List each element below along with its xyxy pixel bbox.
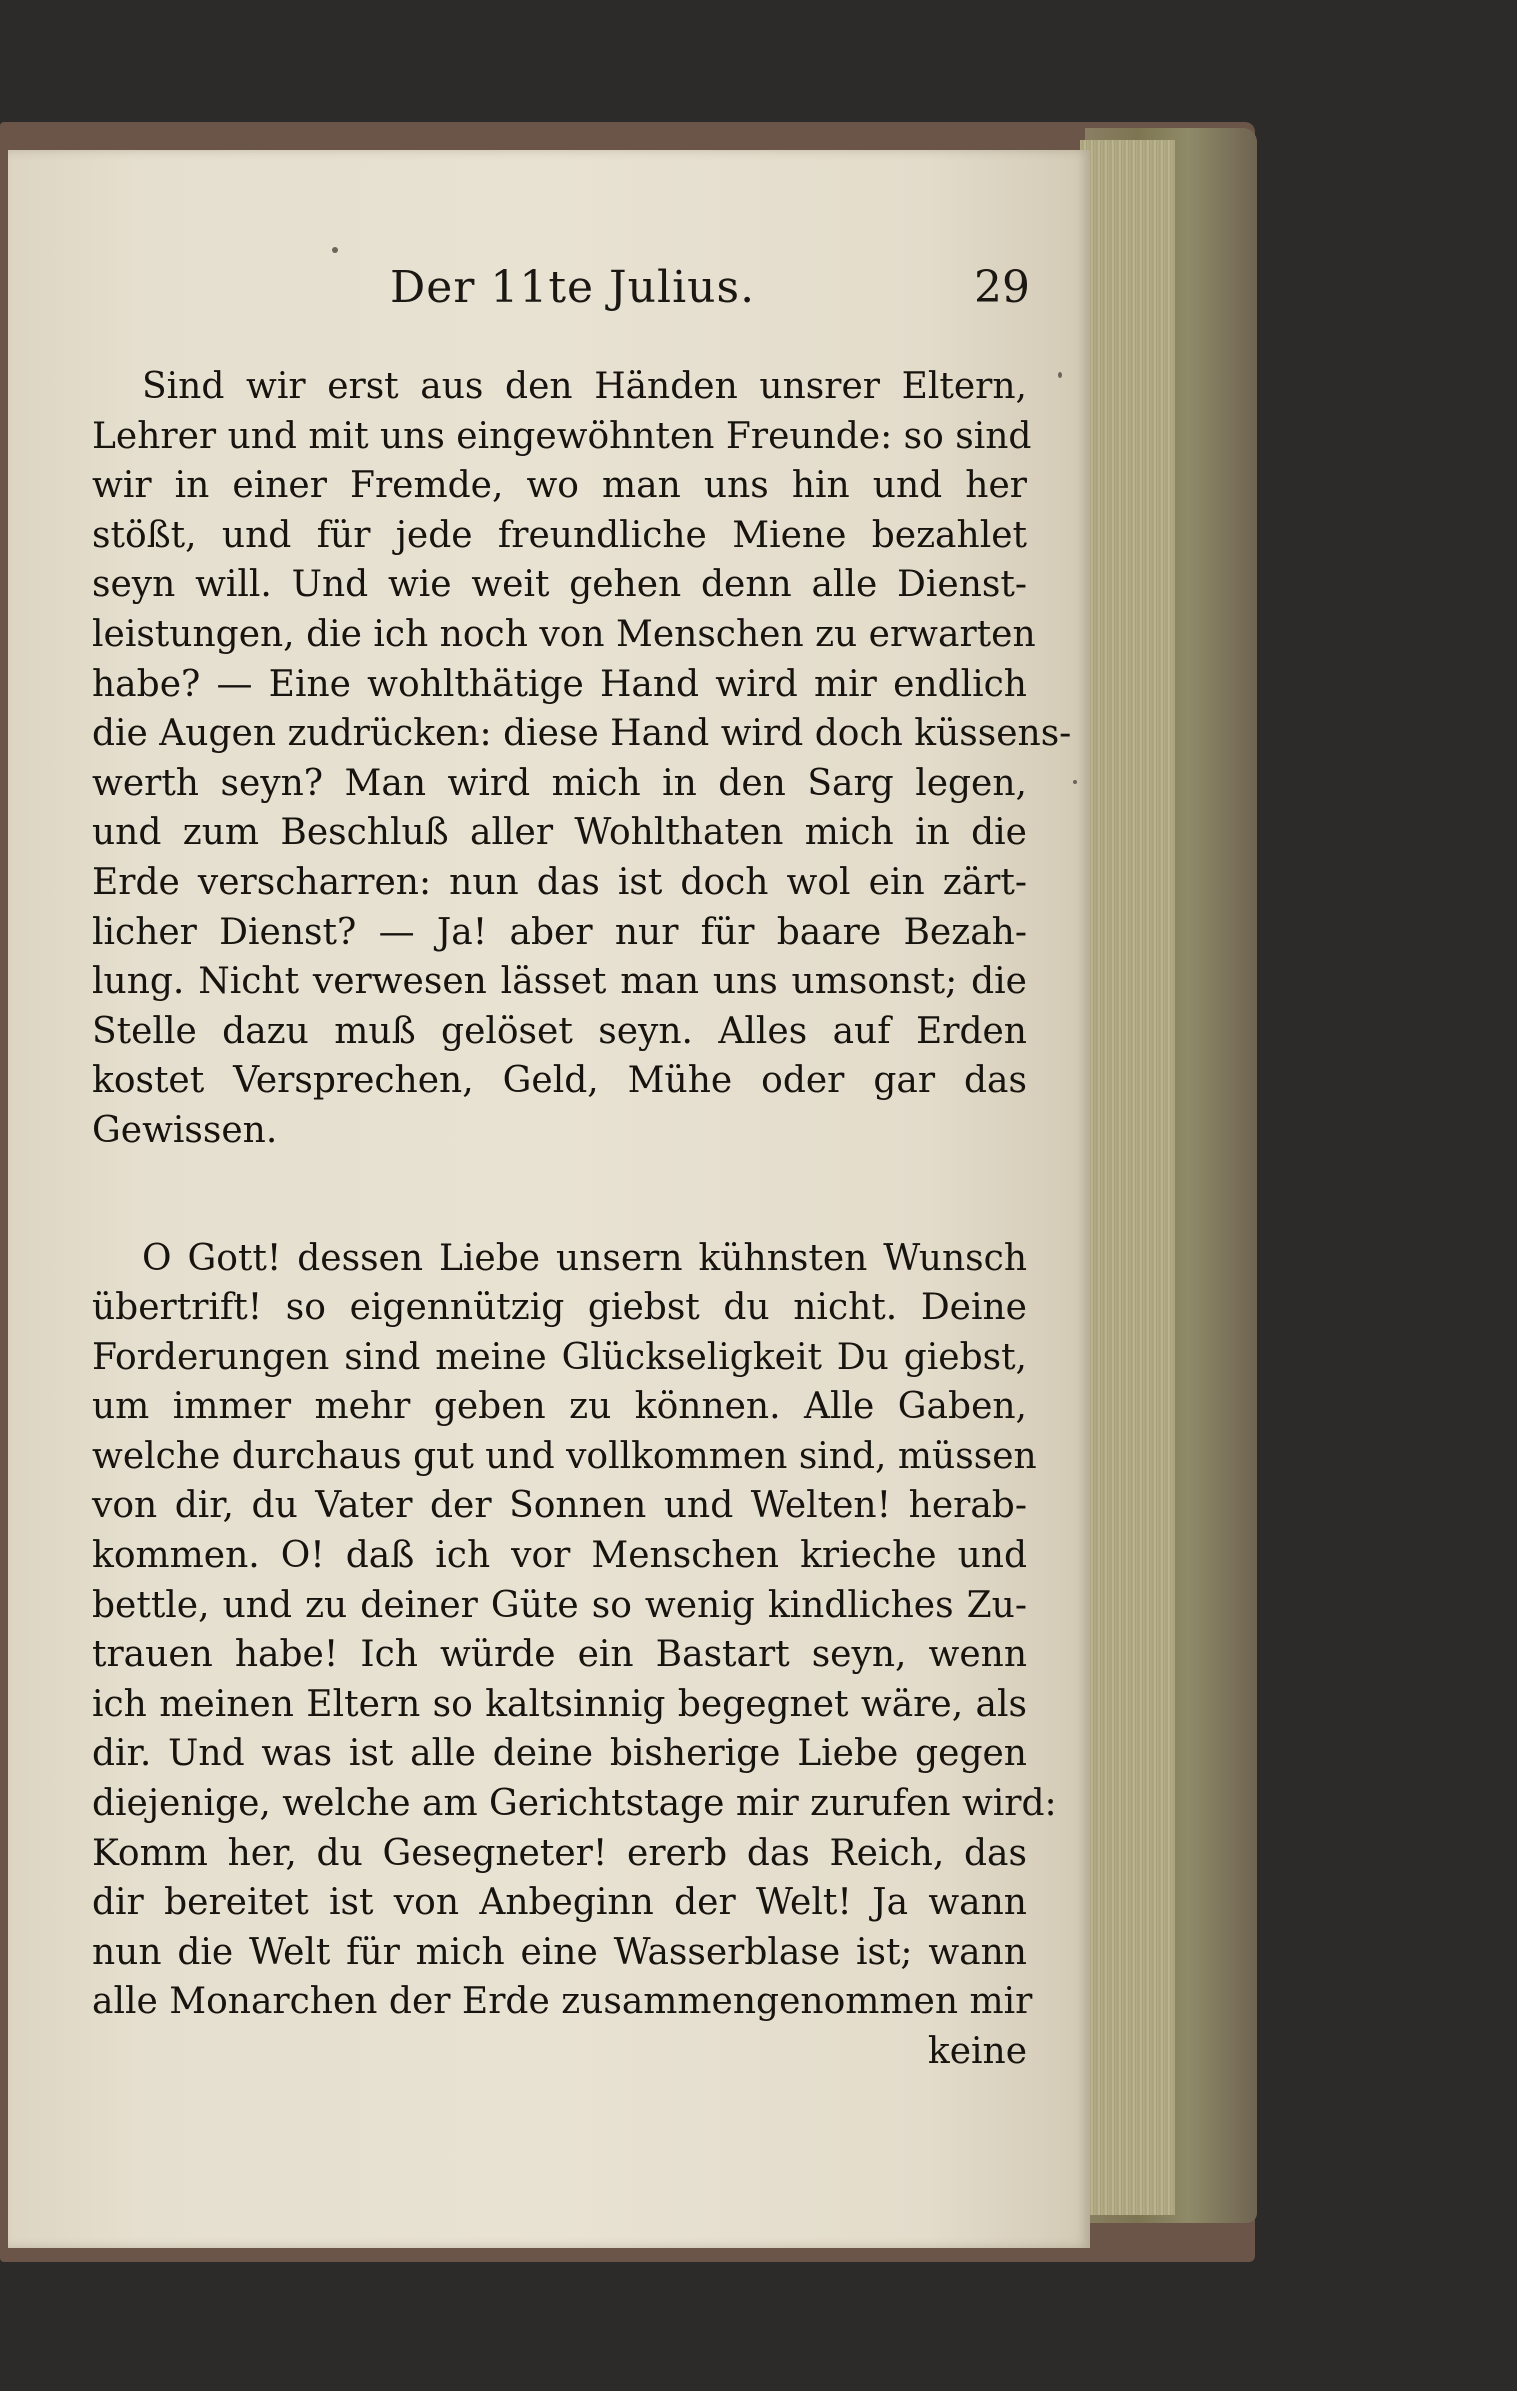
text-line: Stelle dazu muß gelöset seyn. Alles auf Erden (92, 1010, 1027, 1052)
text-line: licher Dienst? — Ja! aber nur für baare Bezah- (92, 911, 1027, 953)
text-line: seyn will. Und wie weit gehen denn alle Dienst- (92, 564, 1027, 606)
text-line: Forderungen sind meine Glückseligkeit Du giebst, (92, 1336, 1027, 1378)
text-line: nun die Welt für mich eine Wasserblase ist; wann (92, 1931, 1027, 1973)
text-line: Komm her, du Gesegneter! ererb das Reich, das (92, 1832, 1027, 1874)
text-line: habe? — Eine wohlthätige Hand wird mir endlich (92, 663, 1027, 705)
text-line: kostet Versprechen, Geld, Mühe oder gar das (92, 1060, 1027, 1102)
text-line: werth seyn? Man wird mich in den Sarg legen, (92, 762, 1027, 804)
running-title: Der 11te Julius. (390, 262, 756, 313)
text-line: Lehrer und mit uns eingewöhnten Freunde: so sind (92, 415, 1032, 457)
text-line: dir. Und was ist alle deine bisherige Liebe gegen (92, 1733, 1027, 1775)
text-line: leistungen, die ich noch von Menschen zu erwarten (92, 613, 1036, 655)
text-line: um immer mehr geben zu können. Alle Gaben, (92, 1386, 1027, 1428)
text-line: dir bereitet ist von Anbeginn der Welt! Ja wann (92, 1882, 1027, 1924)
text-line: bettle, und zu deiner Güte so wenig kindliches Zu- (92, 1584, 1027, 1626)
text-line: trauen habe! Ich würde ein Bastart seyn, wenn (92, 1634, 1027, 1676)
text-line: lung. Nicht verwesen lässet man uns umsonst; die (92, 961, 1027, 1003)
text-line: welche durchaus gut und vollkommen sind, müssen (92, 1435, 1037, 1477)
page-edges (1080, 140, 1175, 2215)
text-line: diejenige, welche am Gerichtstage mir zurufen wird: (92, 1783, 1057, 1825)
text-line: Sind wir erst aus den Händen unsrer Eltern, (142, 366, 1027, 407)
paragraph-1 (92, 362, 1072, 1156)
text-line: Gewissen. (92, 1109, 278, 1151)
text-line: von dir, du Vater der Sonnen und Welten! herab- (92, 1485, 1027, 1527)
paragraph-2 (92, 1234, 1057, 2077)
text-line: O Gott! dessen Liebe unsern kühnsten Wunsch (142, 1237, 1027, 1279)
text-line: stößt, und für jede freundliche Miene bezahlet (92, 514, 1027, 556)
running-head (390, 262, 1030, 332)
text-line: alle Monarchen der Erde zusammengenommen mir (92, 1981, 1033, 2023)
paragraph-gap (92, 1156, 1027, 1234)
paper-speck (1058, 372, 1062, 378)
page-number: 29 (974, 262, 1030, 313)
catchword: keine (927, 2031, 1027, 2072)
text-line: übertrift! so eigennützig giebst du nicht. Deine (92, 1287, 1027, 1329)
paper-speck (1073, 780, 1077, 784)
text-line: Erde verscharren: nun das ist doch wol ein zärt- (92, 861, 1027, 903)
text-line: wir in einer Fremde, wo man uns hin und her (92, 465, 1027, 507)
text-block (92, 362, 1072, 2077)
text-line: ich meinen Eltern so kaltsinnig begegnet wäre, als (92, 1683, 1027, 1725)
text-line: die Augen zudrücken: diese Hand wird doch küssens- (92, 713, 1072, 755)
text-line: und zum Beschluß aller Wohlthaten mich in die (92, 812, 1027, 854)
paper-speck (332, 247, 338, 253)
text-line: kommen. O! daß ich vor Menschen krieche und (92, 1535, 1027, 1577)
